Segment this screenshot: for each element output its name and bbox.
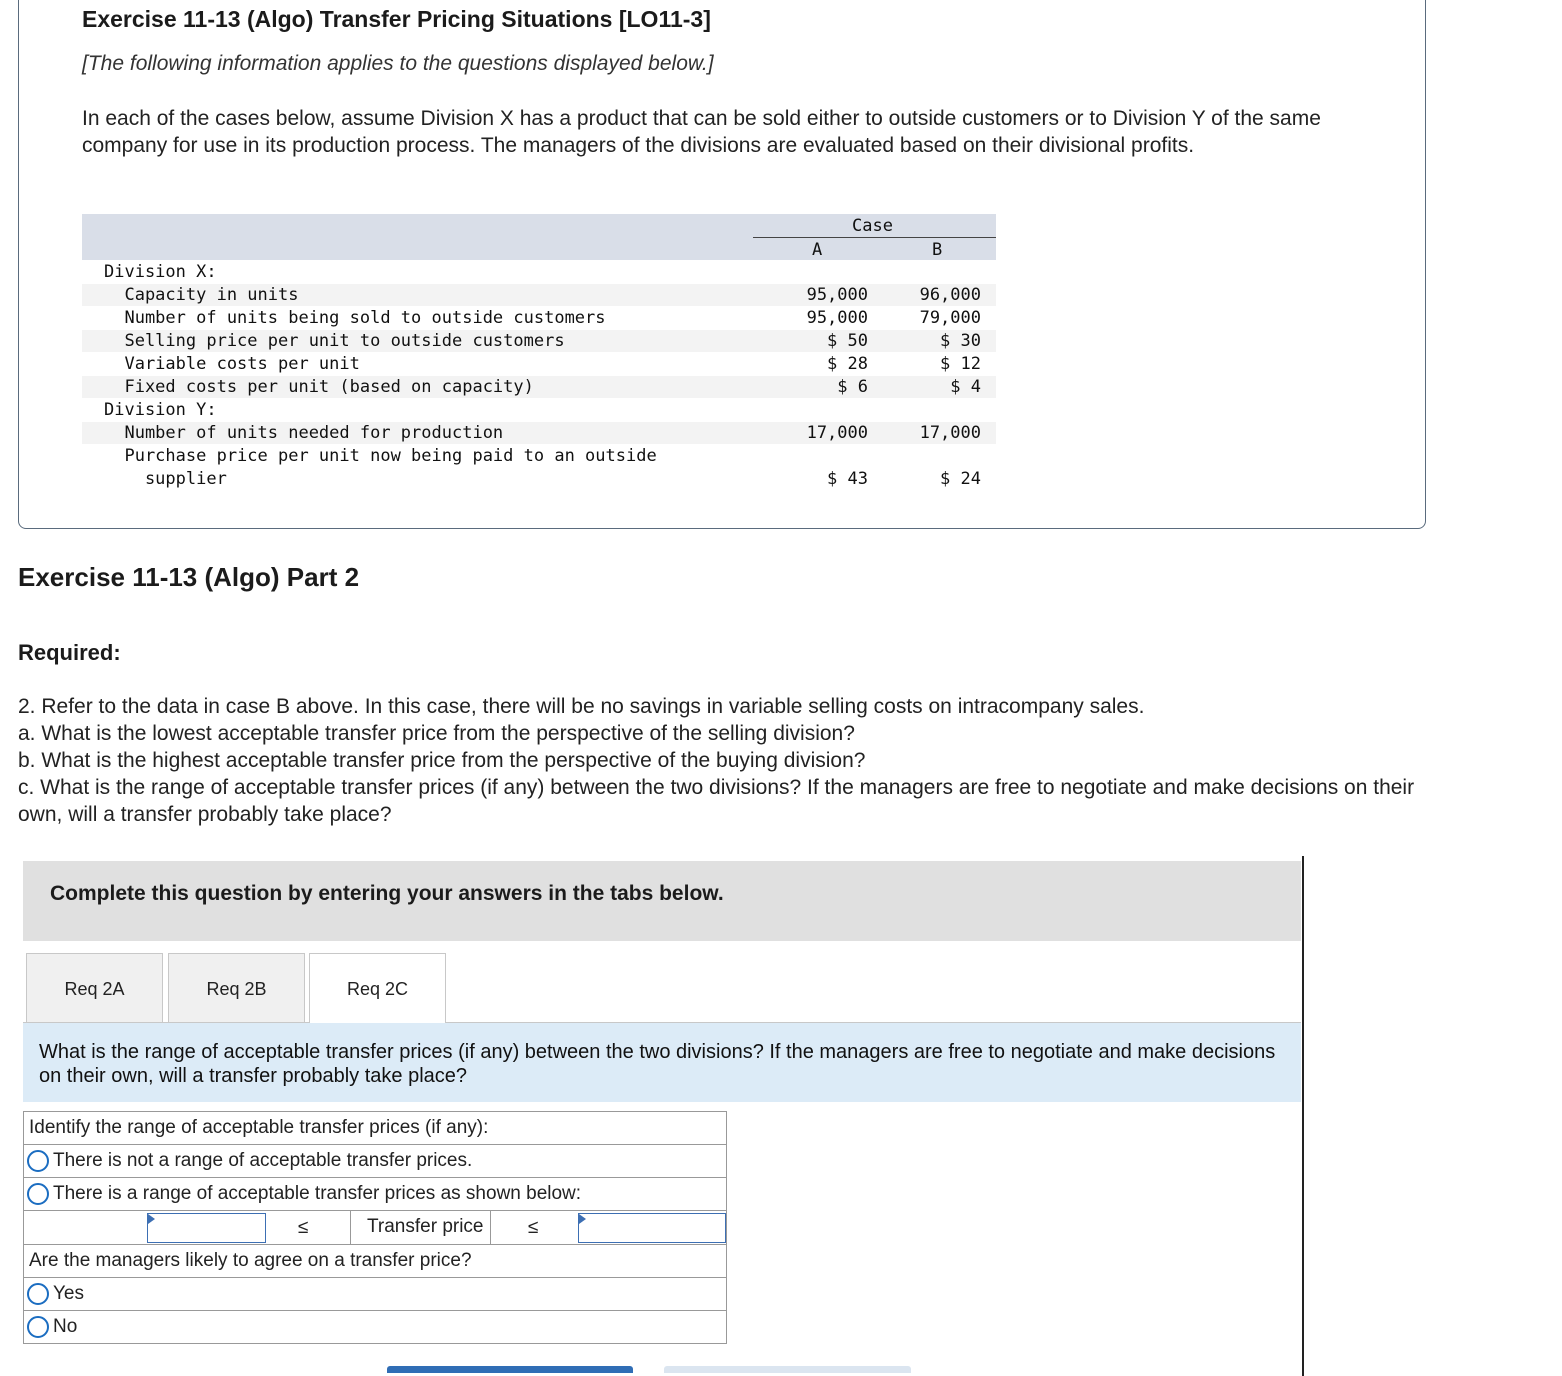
row-label: Selling price per unit to outside customers xyxy=(104,331,565,351)
table-row xyxy=(82,376,996,398)
case-underline xyxy=(753,237,996,238)
panel-right-border xyxy=(1302,856,1304,1376)
cell-a: $ 28 xyxy=(827,354,868,374)
row-label: Number of units needed for production xyxy=(104,423,504,443)
cell-b: $ 12 xyxy=(940,354,981,374)
option-yes[interactable] xyxy=(24,1278,727,1311)
radio-no-range[interactable] xyxy=(27,1150,49,1172)
cell-b: $ 4 xyxy=(950,377,981,397)
table-row xyxy=(82,445,996,467)
row-label: Division Y: xyxy=(104,400,217,420)
tab-req-2a[interactable]: Req 2A xyxy=(26,953,163,1023)
cell-b: $ 24 xyxy=(940,469,981,489)
prev-button[interactable] xyxy=(387,1366,633,1373)
table-row xyxy=(82,330,996,352)
case-header: Case xyxy=(852,216,893,236)
table-row xyxy=(82,399,996,421)
radio-yes[interactable] xyxy=(27,1283,49,1305)
required-line: c. What is the range of acceptable transfer prices (if any) between the two divisions? If the managers are free to negotiate and make decisions on their own, will a transfer probably take place? xyxy=(18,776,1415,826)
option-no[interactable] xyxy=(24,1311,727,1344)
range-prompt: Identify the range of acceptable transfer prices (if any): xyxy=(24,1112,727,1145)
table-row xyxy=(82,353,996,375)
table-row xyxy=(82,307,996,329)
question-box xyxy=(23,1023,1301,1102)
col-header-b: B xyxy=(932,240,943,260)
cell-divider xyxy=(490,1211,491,1244)
required-heading: Required: xyxy=(18,640,121,665)
answer-table xyxy=(23,1111,727,1344)
option-range-label: There is a range of acceptable transfer prices as shown below: xyxy=(53,1183,582,1204)
required-line: a. What is the lowest acceptable transfer price from the perspective of the selling division? xyxy=(18,722,855,745)
row-label: Purchase price per unit now being paid to an outside xyxy=(104,446,657,466)
cell-a: 95,000 xyxy=(806,285,868,305)
row-label: Capacity in units xyxy=(104,285,299,305)
row-label: Division X: xyxy=(104,262,217,282)
cell-divider xyxy=(350,1211,351,1244)
option-no-range[interactable] xyxy=(24,1145,727,1178)
cell-a: $ 43 xyxy=(827,469,868,489)
info-subtitle: [The following information applies to the questions displayed below.] xyxy=(82,52,714,75)
required-text xyxy=(18,693,1438,828)
table-row xyxy=(82,422,996,444)
option-range[interactable] xyxy=(24,1178,727,1211)
row-label: Fixed costs per unit (based on capacity) xyxy=(104,377,534,397)
cell-b: 96,000 xyxy=(919,285,981,305)
max-transfer-price-input[interactable] xyxy=(578,1213,726,1243)
question-text: What is the range of acceptable transfer prices (if any) between the two divisions? If the managers are free to negotiate and make decisions on their own, will a transfer probably take place? xyxy=(39,1041,1276,1087)
next-button[interactable] xyxy=(664,1366,911,1373)
cell-b: 17,000 xyxy=(919,423,981,443)
tab-req-2b[interactable]: Req 2B xyxy=(168,953,305,1023)
instruction-text: Complete this question by entering your answers in the tabs below. xyxy=(50,882,724,905)
required-line: 2. Refer to the data in case B above. In this case, there will be no savings in variable selling costs on intracompany sales. xyxy=(18,695,1145,718)
radio-range[interactable] xyxy=(27,1183,49,1205)
radio-no[interactable] xyxy=(27,1316,49,1338)
row-label: Variable costs per unit xyxy=(104,354,360,374)
cell-b: $ 30 xyxy=(940,331,981,351)
option-no-label: No xyxy=(53,1316,78,1337)
row-label: Number of units being sold to outside customers xyxy=(104,308,606,328)
row-label: supplier xyxy=(104,469,227,489)
cell-a: 95,000 xyxy=(806,308,868,328)
instruction-panel xyxy=(23,861,1301,941)
required-line: b. What is the highest acceptable transfer price from the perspective of the buying division? xyxy=(18,749,866,772)
agree-prompt: Are the managers likely to agree on a transfer price? xyxy=(24,1245,727,1278)
tab-req-2c[interactable]: Req 2C xyxy=(309,953,446,1024)
table-row xyxy=(82,261,996,283)
option-no-range-label: There is not a range of acceptable transfer prices. xyxy=(53,1150,473,1171)
cell-a: 17,000 xyxy=(806,423,868,443)
intro-text: In each of the cases below, assume Division X has a product that can be sold either to outside customers or to Division Y of the same company for use in its production process. The managers of the divisions are evaluated based on their divisional profits. xyxy=(82,107,1321,157)
le-symbol: ≤ xyxy=(528,1217,539,1238)
col-header-a: A xyxy=(812,240,823,260)
cell-a: $ 6 xyxy=(837,377,868,397)
table-row xyxy=(82,468,996,490)
option-yes-label: Yes xyxy=(53,1283,84,1304)
range-row xyxy=(24,1211,727,1245)
le-symbol: ≤ xyxy=(298,1217,309,1238)
table-row xyxy=(82,284,996,306)
exercise-title: Exercise 11-13 (Algo) Transfer Pricing Situations [LO11-3] xyxy=(82,6,711,32)
cell-a: $ 50 xyxy=(827,331,868,351)
transfer-price-label: Transfer price xyxy=(367,1216,484,1237)
cell-b: 79,000 xyxy=(919,308,981,328)
min-transfer-price-input[interactable] xyxy=(147,1213,266,1243)
part-title: Exercise 11-13 (Algo) Part 2 xyxy=(18,562,360,592)
